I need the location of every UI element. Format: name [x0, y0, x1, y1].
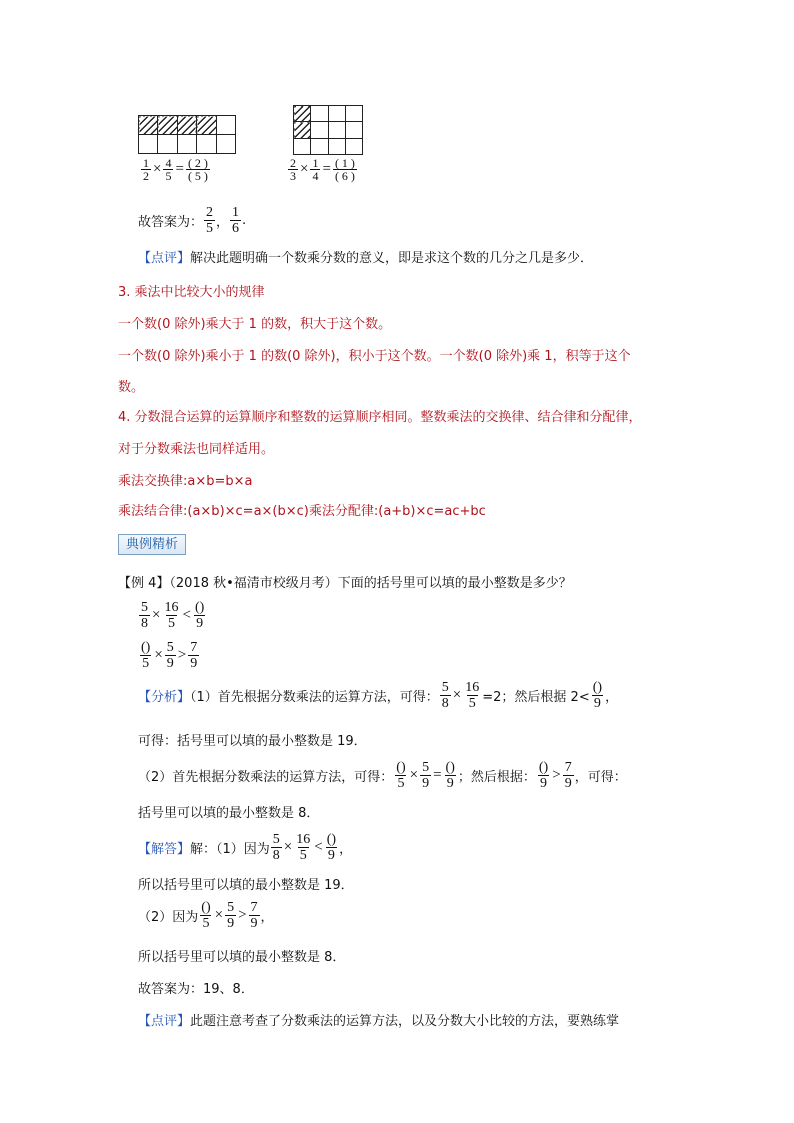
frac-den: 9	[327, 848, 335, 863]
grid-cell	[328, 106, 345, 122]
times-sign: ×	[409, 767, 419, 783]
analysis-text: ，	[605, 690, 619, 705]
fig1-n2: 4	[165, 156, 172, 170]
frac-den: 5	[142, 656, 150, 671]
fig2-formula	[287, 157, 358, 182]
grid-cell	[216, 135, 235, 154]
answer-b-den: 6	[232, 221, 240, 236]
grid-cell-shaded	[139, 116, 158, 135]
frac-den: 9	[593, 696, 601, 711]
frac-num: 7	[564, 760, 572, 775]
solution-text: 解：（1）因为	[190, 842, 270, 857]
grid-cell	[311, 122, 328, 138]
analysis-p2	[138, 760, 627, 791]
comment-text: 解决此题明确一个数乘分数的意义，即是求这个数的几分之几是多少．	[190, 251, 594, 266]
section3-line2: 一个数(0 除外)乘小于 1 的数(0 除外)，积小于这个数。一个数(0 除外)乘 1，积等于这个	[118, 349, 631, 364]
fig2-ans-num: ( 1 )	[334, 156, 355, 170]
fig2-d1: 3	[290, 169, 296, 183]
frac-den: 9	[540, 776, 548, 791]
frac-den: 8	[141, 616, 148, 631]
frac-num: 16	[465, 680, 480, 695]
frac-num: ()	[201, 900, 211, 915]
frac-num: 7	[250, 900, 258, 915]
times-sign: ×	[452, 687, 462, 703]
frac-num: ()	[538, 760, 549, 775]
frac-num: ()	[396, 760, 406, 775]
grid-cell-shaded	[158, 116, 177, 135]
grid-cell	[197, 135, 216, 154]
solution-text: （2）因为	[138, 910, 199, 925]
grid-cell	[216, 116, 235, 135]
fig2-ans-den: ( 6 )	[334, 169, 355, 183]
grid-cell	[158, 135, 177, 154]
solution-text: ，	[339, 842, 353, 857]
analysis-text: ；然后根据：	[457, 770, 536, 785]
frac-num: 5	[422, 760, 430, 775]
answer-a-den: 5	[206, 221, 214, 236]
frac-num: ()	[445, 760, 455, 775]
answer-prefix: 故答案为：	[138, 215, 204, 230]
frac-den: 8	[272, 848, 280, 863]
fig1-formula	[140, 157, 211, 182]
solution-s1-line2: 所以括号里可以填的最小整数是 19．	[138, 878, 354, 893]
example-text: （2018 秋•福清市校级月考）下面的括号里可以填的最小整数是多少？	[169, 576, 572, 591]
law-commutative: 乘法交换律:a×b=b×a	[118, 474, 253, 489]
frac-num: ()	[194, 600, 205, 615]
equals-sign: =	[433, 767, 442, 783]
frac-num: 5	[227, 900, 235, 915]
frac-num: ()	[141, 640, 151, 655]
fig1-d1: 2	[143, 169, 149, 183]
analysis-p1	[138, 680, 618, 711]
frac-num: 7	[190, 640, 198, 655]
frac-den: 5	[167, 616, 175, 631]
frac-den: 9	[250, 916, 258, 931]
relation-sign: <	[314, 839, 323, 855]
frac-den: 8	[441, 696, 449, 711]
frac-den: 9	[190, 656, 198, 671]
analysis-text: （2）首先根据分数乘法的运算方法，可得：	[138, 770, 394, 785]
fig2-eq: =	[322, 161, 331, 177]
grid-cell	[345, 138, 362, 154]
grid-cell	[139, 135, 158, 154]
grid-cell	[328, 138, 345, 154]
fig1-ans-num: ( 2 )	[187, 156, 208, 170]
times-sign: ×	[214, 907, 224, 923]
solution-s2	[138, 900, 274, 931]
grid-cell	[311, 106, 328, 122]
law-associative-distributive: 乘法结合律:(a×b)×c=a×(b×c)乘法分配律:(a+b)×c=ac+bc	[118, 504, 486, 519]
fig1-ans-den: ( 5 )	[187, 169, 208, 183]
section3-line1: 一个数(0 除外)乘大于 1 的数，积大于这个数。	[118, 317, 392, 332]
frac-den: 5	[397, 776, 405, 791]
comment-tag: 【点评】	[138, 1014, 191, 1029]
grid-cell	[328, 122, 345, 138]
section4-line2: 对于分数乘法也同样适用。	[118, 442, 275, 457]
frac-num: 5	[272, 832, 280, 847]
analysis-text: ，可得：	[574, 770, 627, 785]
grid-cell	[345, 106, 362, 122]
analysis-text: =2；然后根据 2<	[482, 690, 590, 705]
grid-cell	[345, 122, 362, 138]
frac-num: ()	[592, 680, 603, 695]
grid-cell	[177, 135, 196, 154]
fig2-n2: 1	[312, 156, 319, 170]
example4-header	[118, 572, 572, 591]
section3-line3: 数。	[118, 380, 145, 395]
frac-den: 9	[564, 776, 572, 791]
comment-2	[138, 1010, 619, 1029]
fig2-d2: 4	[312, 169, 319, 183]
fig1-n1: 1	[143, 156, 149, 170]
frac-num: 5	[141, 600, 148, 615]
section4-line1: 4. 分数混合运算的运算顺序和整数的运算顺序相同。整数乘法的交换律、结合律和分配律，	[118, 410, 642, 425]
frac-den: 9	[227, 916, 235, 931]
solution-text: ，	[260, 910, 274, 925]
comment-1	[138, 247, 593, 266]
frac-num: 5	[166, 640, 174, 655]
solution-tag: 【解答】	[138, 842, 191, 857]
grid-cell-shaded	[294, 106, 311, 122]
analysis-text: （1）首先根据分数乘法的运算方法，可得：	[190, 690, 439, 705]
example4-expr-1	[138, 600, 207, 631]
frac-den: 9	[446, 776, 454, 791]
solution-s1	[138, 832, 352, 863]
relation-sign: <	[182, 607, 191, 623]
comment-tag: 【点评】	[138, 251, 191, 266]
fig2-times: ×	[300, 161, 309, 177]
example-tag: 【例 4】	[118, 576, 170, 591]
frac-num: 16	[296, 832, 311, 847]
relation-sign: >	[552, 767, 561, 783]
relation-sign: >	[238, 907, 247, 923]
grid-cell-shaded	[294, 122, 311, 138]
fig1-d2: 5	[165, 169, 172, 183]
answer-a-num: 2	[206, 205, 214, 220]
fig2-n1: 2	[290, 156, 296, 170]
frac-den: 5	[299, 848, 307, 863]
frac-den: 9	[196, 616, 204, 631]
solution-answer: 故答案为：19、8．	[138, 982, 254, 997]
answer-line-1	[138, 205, 246, 236]
section3-title: 3. 乘法中比较大小的规律	[118, 285, 265, 300]
analysis-tag: 【分析】	[138, 690, 191, 705]
answer-sep: ，	[216, 215, 230, 230]
answer-end: .	[242, 213, 247, 228]
grid-cell	[294, 138, 311, 154]
frac-num: ()	[326, 832, 337, 847]
grid-cell-shaded	[177, 116, 196, 135]
analysis-p2-line2: 括号里可以填的最小整数是 8．	[138, 806, 320, 821]
grid-figure-1	[138, 115, 236, 154]
fig1-times: ×	[153, 161, 162, 177]
frac-num: 16	[164, 600, 179, 615]
solution-s2-line2: 所以括号里可以填的最小整数是 8．	[138, 950, 346, 965]
comment-text: 此题注意考查了分数乘法的运算方法，以及分数大小比较的方法，要熟练掌	[190, 1014, 620, 1029]
analysis-p1-line2: 可得：括号里可以填的最小整数是 19．	[138, 734, 367, 749]
relation-sign: >	[177, 647, 187, 663]
answer-b-num: 1	[232, 205, 240, 220]
frac-den: 5	[202, 916, 210, 931]
example4-expr-2	[138, 640, 200, 671]
grid-figure-2	[293, 105, 363, 155]
grid-cell-shaded	[197, 116, 216, 135]
fig1-eq: =	[175, 161, 184, 177]
grid-cell	[311, 138, 328, 154]
frac-den: 9	[422, 776, 430, 791]
frac-den: 9	[166, 656, 174, 671]
section-badge: 典例精析	[118, 534, 186, 555]
frac-den: 5	[468, 696, 476, 711]
times-sign: ×	[283, 839, 293, 855]
times-sign: ×	[154, 647, 163, 663]
frac-num: 5	[441, 680, 449, 695]
times-sign: ×	[152, 607, 161, 623]
